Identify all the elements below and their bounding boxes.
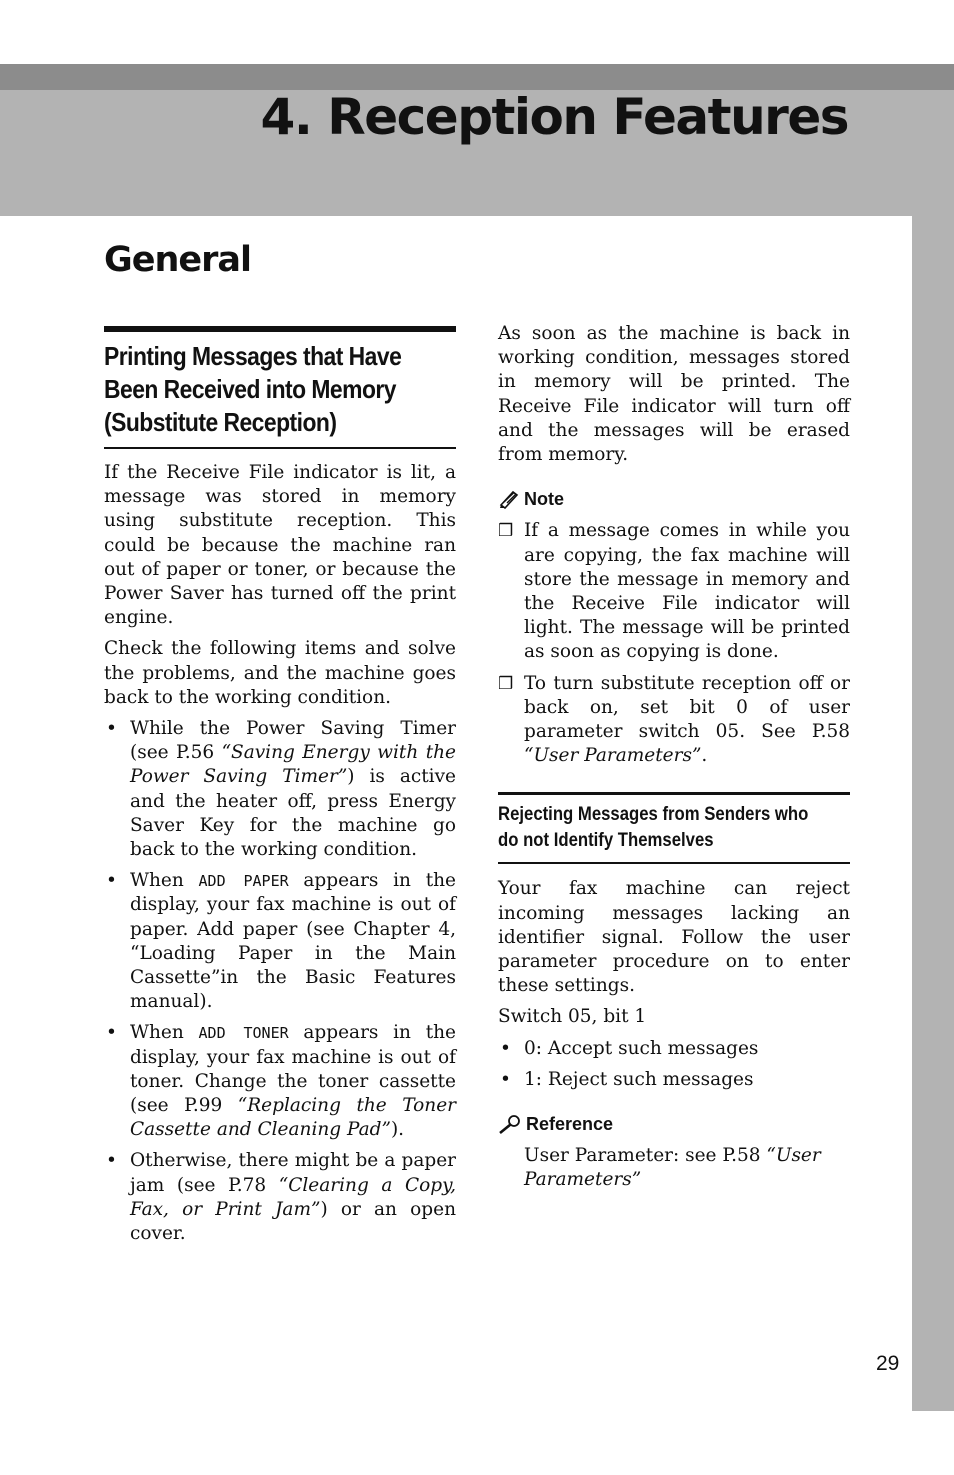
page-number: 29 — [876, 1352, 900, 1375]
cross-reference-link[interactable]: “Replacing the Toner Cassette and Cleaning Pad” — [130, 1095, 456, 1141]
item-text: 0: Accept such messages — [524, 1037, 759, 1059]
top-dark-bar — [0, 64, 954, 90]
heading-line: do not Identify Themselves — [498, 830, 714, 852]
heading-line: Been Received into Memory — [104, 374, 396, 404]
list-item — [498, 672, 850, 769]
right-column — [498, 322, 850, 1200]
item-text: When — [130, 1022, 199, 1044]
side-thumb-tab — [912, 216, 954, 1411]
cross-reference-link[interactable]: “Clearing a Copy, Fax, or Print Jam” — [130, 1174, 457, 1220]
subsection-heading — [498, 792, 850, 864]
display-message: ADD TONER — [198, 1024, 289, 1043]
list-item — [104, 1021, 456, 1142]
left-column — [104, 322, 456, 1253]
item-text: appears in the display, your fax machine is out of paper. Add paper (see Chapter 4, “Loading Paper in the Main Cassette”in the Basic Features manual). — [130, 870, 456, 1013]
item-text: To turn substitute reception off or back on, set bit 0 of user parameter switch 05. See P.58 — [524, 672, 850, 743]
item-text: When — [130, 870, 199, 892]
item-text: ) or an open cover. — [130, 1198, 456, 1245]
display-message: ADD PAPER — [198, 872, 289, 891]
magnifier-icon — [498, 1114, 522, 1134]
note-list — [498, 519, 850, 768]
reference-text — [498, 1144, 850, 1192]
cross-reference-link[interactable]: “User Parameters” — [524, 745, 702, 767]
bullet: • — [106, 718, 117, 740]
troubleshoot-list — [104, 717, 456, 1246]
cross-reference-link[interactable]: “Saving Energy with the Power Saving Timer” — [130, 742, 456, 788]
item-text: While the Power Saving Timer (see P.56 — [130, 718, 456, 764]
list-item — [498, 519, 850, 664]
checkbox-bullet-icon: ❒ — [498, 521, 514, 542]
item-text: User Parameter: see P.58 — [524, 1145, 767, 1167]
paragraph-check: Check the following items and solve the problems, and the machine goes back to the working condition. — [104, 638, 456, 708]
item-text: . — [701, 745, 708, 767]
list-item — [104, 717, 456, 862]
item-text: 1: Reject such messages — [524, 1068, 754, 1090]
subsection-heading — [104, 326, 456, 449]
bullet: • — [500, 1037, 511, 1059]
note-label: Note — [524, 489, 564, 510]
heading-line: (Substitute Reception) — [104, 407, 337, 437]
pencil-icon — [498, 489, 520, 509]
section-title: General — [104, 240, 251, 280]
reference-label: Reference — [526, 1114, 614, 1135]
switch-setting: Switch 05, bit 1 — [498, 1006, 647, 1028]
list-item — [104, 869, 456, 1014]
paragraph-back-in-working: As soon as the machine is back in working condition, messages stored in memory will be printed. The Receive File indicator will turn off and the messages will be erased from memory. — [498, 323, 850, 466]
heading-line: Printing Messages that Have — [104, 341, 402, 371]
cross-reference-link[interactable]: “User Parameters” — [524, 1145, 821, 1191]
checkbox-bullet-icon: ❒ — [498, 673, 514, 694]
item-text: appears in the display, your fax machine is out of toner. Change the toner cassette (see P.99 — [130, 1022, 456, 1117]
bullet: • — [106, 1022, 117, 1044]
chapter-title: 4. Reception Features — [260, 88, 848, 146]
heading-line: Rejecting Messages from Senders who — [498, 804, 809, 826]
reference-heading — [498, 1112, 850, 1136]
bullet: • — [106, 1150, 117, 1172]
note-heading — [498, 487, 850, 511]
options-list — [498, 1037, 850, 1092]
item-text: Otherwise, there might be a paper jam (see P.78 — [130, 1150, 456, 1196]
list-item — [498, 1068, 850, 1092]
list-item — [104, 1149, 456, 1246]
list-item — [498, 1037, 850, 1061]
bullet: • — [500, 1068, 511, 1090]
bullet: • — [106, 870, 117, 892]
item-text: ) is active and the heater off, press Energy Saver Key for the machine go back to the working condition. — [130, 766, 456, 861]
paragraph-intro: If the Receive File indicator is lit, a message was stored in memory using substitute reception. This could be because the machine ran out of paper or toner, or because the Power Saver has turned off the print engine. — [104, 462, 456, 629]
item-text: If a message comes in while you are copying, the fax machine will store the message in memory and the Receive File indicator will light. The message will be printed as soon as copying is done. — [524, 520, 850, 663]
paragraph-reject-intro: Your fax machine can reject incoming messages lacking an identifier signal. Follow the user parameter procedure on to enter these settings. — [498, 878, 850, 997]
item-text: ). — [390, 1119, 405, 1141]
